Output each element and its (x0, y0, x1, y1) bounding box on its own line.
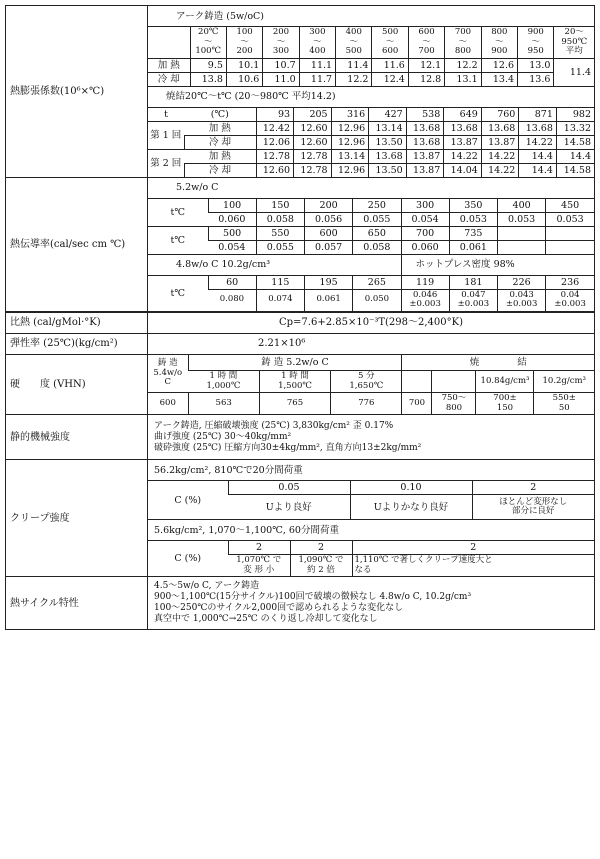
conductivity-temp (498, 226, 546, 240)
run1-cool-value: 12.06 (256, 135, 294, 149)
conductivity-temp: 735 (449, 226, 497, 240)
temperature-value: 316 (331, 107, 369, 121)
cooling-label: 冷 却 (148, 72, 190, 86)
run2-heat-value: 12.78 (256, 149, 294, 163)
conductivity-temp: 300 (401, 198, 449, 212)
run1-cool-value: 12.96 (331, 135, 369, 149)
conductivity-header-1: 5.2w/o C (176, 182, 219, 193)
hardness-value: 550± 50 (534, 393, 594, 415)
conductivity-value: 0.056 (305, 212, 353, 226)
specific-heat-value: Cp=7.6+2.85×10⁻³T(298〜2,400°K) (148, 312, 595, 334)
run1-heat-value: 13.68 (481, 121, 519, 135)
thermal-expansion-label: 熱膨張係数(10⁶×℃) (6, 6, 148, 178)
conductivity-temp: 350 (449, 198, 497, 212)
cond-2: 1 時 間 1,500℃ (259, 371, 330, 393)
properties-table (5, 5, 595, 630)
conductivity-header-2: 4.8w/o C 10.2g/cm³ (148, 254, 401, 275)
run2-cool-value: 14.4 (519, 163, 557, 177)
heating-value: 12.2 (445, 58, 481, 72)
conductivity-temp: 400 (498, 198, 546, 212)
conductivity-value: 0.053 (449, 212, 497, 226)
run1-cool-value: 13.87 (481, 135, 519, 149)
run2-cool-value: 12.96 (331, 163, 369, 177)
hardness-label: 硬 度 (VHN) (6, 354, 148, 415)
conductivity-temp: 600 (305, 226, 353, 240)
cast-label: 鋳 造 5.4w/o C (153, 358, 183, 387)
conductivity-value: 0.054 (208, 240, 256, 254)
hardness-value: 600 (148, 393, 188, 415)
heating-value: 10.1 (226, 58, 262, 72)
creep-row (6, 460, 595, 577)
conductivity-value (498, 240, 546, 254)
conductivity-value: 0.047 ±0.003 (449, 289, 497, 311)
temperature-value: 982 (556, 107, 594, 121)
mechanical-label: 静的機械強度 (6, 415, 148, 460)
mechanical-line: アーク鋳造, 圧縮破壊強度 (25℃) 3,830kg/cm² 歪 0.17% (154, 420, 394, 431)
cooling-value: 12.8 (408, 72, 444, 86)
hardness-value: 700 (402, 393, 432, 415)
thermal-expansion-table (148, 6, 594, 107)
conductivity-temp: 200 (305, 198, 353, 212)
temperature-value: 93 (256, 107, 294, 121)
thermal-cycle-row (6, 577, 595, 630)
cooling-value: 10.6 (226, 72, 262, 86)
heating-value: 13.0 (518, 58, 554, 72)
thermal-conductivity-table (148, 178, 594, 311)
creep-table-2 (148, 540, 594, 576)
range-header: 900 〜 950 (518, 27, 554, 59)
arc-cast-header: アーク鋳造 (5w/oC) (176, 10, 265, 22)
creep-result: Uよりかなり良好 (350, 495, 472, 520)
range-header: 300 〜 400 (299, 27, 335, 59)
creep-result: Uより良好 (228, 495, 350, 520)
run2-heat-value: 12.78 (294, 149, 332, 163)
creep-c: 2 (290, 541, 352, 555)
hardness-table (148, 355, 594, 415)
heating-value: 10.7 (263, 58, 299, 72)
cooling-value: 12.2 (336, 72, 372, 86)
c-label: C (%) (174, 553, 202, 564)
mechanical-line: 破砕強度 (25℃) 圧縮方向30±4kg/mm², 直角方向13±2kg/mm² (154, 442, 422, 453)
creep-c: 0.05 (228, 481, 350, 495)
range-header: 800 〜 900 (481, 27, 517, 59)
run2-heat-value: 13.14 (331, 149, 369, 163)
heating-value: 11.4 (336, 58, 372, 72)
average-value: 11.4 (554, 58, 594, 86)
conductivity-value: 0.061 (305, 289, 353, 311)
creep-cond-2: 5.6kg/cm², 1,070〜1,100℃, 60分間荷重 (148, 520, 594, 541)
conductivity-temp: 115 (256, 275, 304, 289)
conductivity-temp: 181 (449, 275, 497, 289)
conductivity-temp: 700 (401, 226, 449, 240)
mechanical-row (6, 415, 595, 460)
t-label: t (164, 108, 168, 120)
cond-1: 1 時 間 1,000℃ (188, 371, 259, 393)
range-header: 700 〜 800 (445, 27, 481, 59)
temperature-value: 649 (444, 107, 482, 121)
run2-heat-value: 14.22 (481, 149, 519, 163)
cooling-value: 11.7 (299, 72, 335, 86)
conductivity-value (546, 240, 594, 254)
conductivity-value: 0.053 (546, 212, 594, 226)
run1-cool-value: 14.22 (519, 135, 557, 149)
run1-cool-value: 13.68 (406, 135, 444, 149)
hardness-value: 776 (331, 393, 402, 415)
t-label: t℃ (148, 275, 208, 311)
conductivity-temp (546, 226, 594, 240)
conductivity-value: 0.074 (256, 289, 304, 311)
thermal-expansion-row (6, 6, 595, 178)
creep-result: 1,090℃ で 約 2 倍 (290, 555, 352, 577)
creep-c: 2 (352, 541, 594, 555)
hardness-value: 700± 150 (476, 393, 534, 415)
conductivity-temp: 60 (208, 275, 256, 289)
conductivity-temp: 100 (208, 198, 256, 212)
hardness-value: 750〜800 (432, 393, 476, 415)
heating-value: 9.5 (190, 58, 226, 72)
run2-cool-value: 12.78 (294, 163, 332, 177)
creep-table (148, 460, 594, 540)
temperature-value: 427 (369, 107, 407, 121)
sintered-table (148, 107, 594, 177)
conductivity-value: 0.061 (449, 240, 497, 254)
range-header: 20〜 950℃ 平均 (554, 27, 594, 59)
cooling-value: 12.4 (372, 72, 408, 86)
thermal-conductivity-row (6, 177, 595, 312)
conductivity-value: 0.055 (353, 212, 401, 226)
conductivity-temp: 265 (353, 275, 401, 289)
mechanical-line: 曲げ強度 (25℃) 30〜40kg/mm² (154, 431, 292, 442)
heating-value: 12.6 (481, 58, 517, 72)
cooling-row (148, 72, 594, 86)
conductivity-value: 0.055 (256, 240, 304, 254)
creep-label: クリープ強度 (6, 460, 148, 577)
range-header-row (148, 27, 594, 59)
hardness-value: 563 (188, 393, 259, 415)
mechanical-text (148, 415, 595, 460)
conductivity-temp-c (148, 275, 594, 289)
range-header: 400 〜 500 (336, 27, 372, 59)
t-label: t℃ (148, 198, 208, 226)
heating-value: 12.1 (408, 58, 444, 72)
run1-heat-value: 12.60 (294, 121, 332, 135)
conductivity-temp: 500 (208, 226, 256, 240)
conductivity-temp-a (148, 198, 594, 212)
density-1: 10.84g/cm³ (476, 371, 534, 393)
range-header: 200 〜 300 (263, 27, 299, 59)
creep-result: 1,110℃ で著しくクリープ速度大と なる (352, 555, 594, 577)
conductivity-value: 0.054 (401, 212, 449, 226)
heat-label: 加 熱 (184, 121, 256, 135)
specific-heat-row (6, 312, 595, 334)
run1-cool-value: 14.58 (556, 135, 594, 149)
conductivity-value: 0.060 (401, 240, 449, 254)
creep-c: 2 (472, 481, 594, 495)
run2-heat-value: 14.22 (444, 149, 482, 163)
run2-heat-value: 14.4 (556, 149, 594, 163)
c-label: C (%) (148, 481, 228, 520)
conductivity-value: 0.046 ±0.003 (401, 289, 449, 311)
cooling-value: 11.0 (263, 72, 299, 86)
range-header: 500 〜 600 (372, 27, 408, 59)
elastic-label: 弾性率 (25℃)(kg/cm²) (6, 333, 148, 354)
conductivity-vals-c (148, 289, 594, 311)
creep-result: 1,070℃ で 変 形 小 (228, 555, 290, 577)
run2-heat-value: 14.4 (519, 149, 557, 163)
cooling-value: 13.8 (190, 72, 226, 86)
conductivity-vals-a (148, 212, 594, 226)
run1-heat-value: 13.68 (406, 121, 444, 135)
run1-heat-value: 13.68 (519, 121, 557, 135)
range-header: 100 〜 200 (226, 27, 262, 59)
creep-cond-1: 56.2kg/cm², 810℃で20分間荷重 (154, 464, 303, 476)
range-header: 20℃ 〜 100℃ (190, 27, 226, 59)
conductivity-temp: 226 (498, 275, 546, 289)
conductivity-temp: 236 (546, 275, 594, 289)
conductivity-value: 0.043 ±0.003 (498, 289, 546, 311)
cooling-value: 13.6 (518, 72, 554, 86)
run1-heat-value: 13.14 (369, 121, 407, 135)
run1-label: 第 1 回 (148, 121, 184, 149)
run1-cool-row (148, 135, 594, 149)
run2-cool-value: 12.60 (256, 163, 294, 177)
run2-cool-row (148, 163, 594, 177)
conductivity-value: 0.04 ±0.003 (546, 289, 594, 311)
run1-cool-value: 13.87 (444, 135, 482, 149)
conductivity-value: 0.053 (498, 212, 546, 226)
sinter-header: 焼 結 (402, 355, 594, 371)
heating-value: 11.6 (372, 58, 408, 72)
hardness-values (148, 393, 594, 415)
cycle-line: 100〜250℃のサイクル2,000回で認められるような変化なし (154, 603, 404, 613)
run1-cool-value: 13.50 (369, 135, 407, 149)
sintered-header: 焼結20℃〜t℃ (20〜980℃ 平均14.2) (148, 86, 594, 107)
run2-label: 第 2 回 (148, 149, 184, 177)
conductivity-temp: 250 (353, 198, 401, 212)
range-header: 600 〜 700 (408, 27, 444, 59)
conductivity-temp: 119 (401, 275, 449, 289)
cycle-line: 真空中で 1,000℃→25℃ のくり返し冷却して変化なし (154, 614, 378, 624)
t-unit: (℃) (210, 108, 229, 120)
properties-table-page (5, 5, 595, 630)
cooling-value: 13.4 (481, 72, 517, 86)
cycle-line: 4.5〜5w/o C, アーク鋳造 (154, 581, 260, 591)
run2-cool-value: 13.87 (406, 163, 444, 177)
conductivity-value: 0.058 (256, 212, 304, 226)
cool-label: 冷 却 (184, 135, 256, 149)
t-label: t℃ (148, 226, 208, 254)
creep-result: ほとんど変形なし 部分に良好 (472, 495, 594, 520)
run2-cool-value: 14.58 (556, 163, 594, 177)
run1-heat-value: 13.32 (556, 121, 594, 135)
run2-cool-value: 13.50 (369, 163, 407, 177)
hardness-row (6, 354, 595, 415)
temperature-value: 205 (294, 107, 332, 121)
run1-heat-row (148, 121, 594, 135)
run1-heat-value: 13.68 (444, 121, 482, 135)
hardness-value: 765 (259, 393, 330, 415)
temperature-row (148, 107, 594, 121)
heat-label: 加 熱 (184, 149, 256, 163)
elastic-row (6, 333, 595, 354)
density-2: 10.2g/cm³ (534, 371, 594, 393)
cooling-value: 13.1 (445, 72, 481, 86)
creep-c: 0.10 (350, 481, 472, 495)
conductivity-temp: 650 (353, 226, 401, 240)
elastic-value: 2.21×10⁶ (148, 333, 595, 354)
conductivity-temp: 550 (256, 226, 304, 240)
cool-label: 冷 却 (184, 163, 256, 177)
run1-heat-value: 12.42 (256, 121, 294, 135)
thermal-cycle-label: 熱サイクル特性 (6, 577, 148, 630)
run2-cool-value: 14.04 (444, 163, 482, 177)
cond-3: 5 分 1,650℃ (331, 371, 402, 393)
conductivity-temp: 450 (546, 198, 594, 212)
creep-c: 2 (228, 541, 290, 555)
run1-heat-value: 12.96 (331, 121, 369, 135)
run2-cool-value: 14.22 (481, 163, 519, 177)
conductivity-temp-b (148, 226, 594, 240)
conductivity-temp: 195 (305, 275, 353, 289)
cast-header: 鋳 造 5.2w/o C (188, 355, 402, 371)
run2-heat-row (148, 149, 594, 163)
temperature-value: 871 (519, 107, 557, 121)
temperature-value: 760 (481, 107, 519, 121)
heating-row (148, 58, 594, 72)
conductivity-value: 0.080 (208, 289, 256, 311)
conductivity-value: 0.060 (208, 212, 256, 226)
conductivity-value: 0.057 (305, 240, 353, 254)
hot-press-density: ホットプレス密度 98% (401, 254, 594, 275)
conductivity-value: 0.050 (353, 289, 401, 311)
run2-heat-value: 13.87 (406, 149, 444, 163)
conductivity-temp: 150 (256, 198, 304, 212)
temperature-value: 538 (406, 107, 444, 121)
conductivity-value: 0.058 (353, 240, 401, 254)
run2-heat-value: 13.68 (369, 149, 407, 163)
specific-heat-label: 比熱 (cal/gMol·°K) (6, 312, 148, 334)
run1-cool-value: 12.60 (294, 135, 332, 149)
conductivity-vals-b (148, 240, 594, 254)
thermal-conductivity-label: 熱伝導率(cal/sec cm ℃) (6, 177, 148, 312)
thermal-cycle-text (148, 577, 595, 630)
heating-label: 加 熱 (148, 58, 190, 72)
cycle-line: 900〜1,100℃(15分サイクル)100回で破壊の徴候なし 4.8w/o C, 10.2g/cm³ (154, 592, 472, 602)
heating-value: 11.1 (299, 58, 335, 72)
